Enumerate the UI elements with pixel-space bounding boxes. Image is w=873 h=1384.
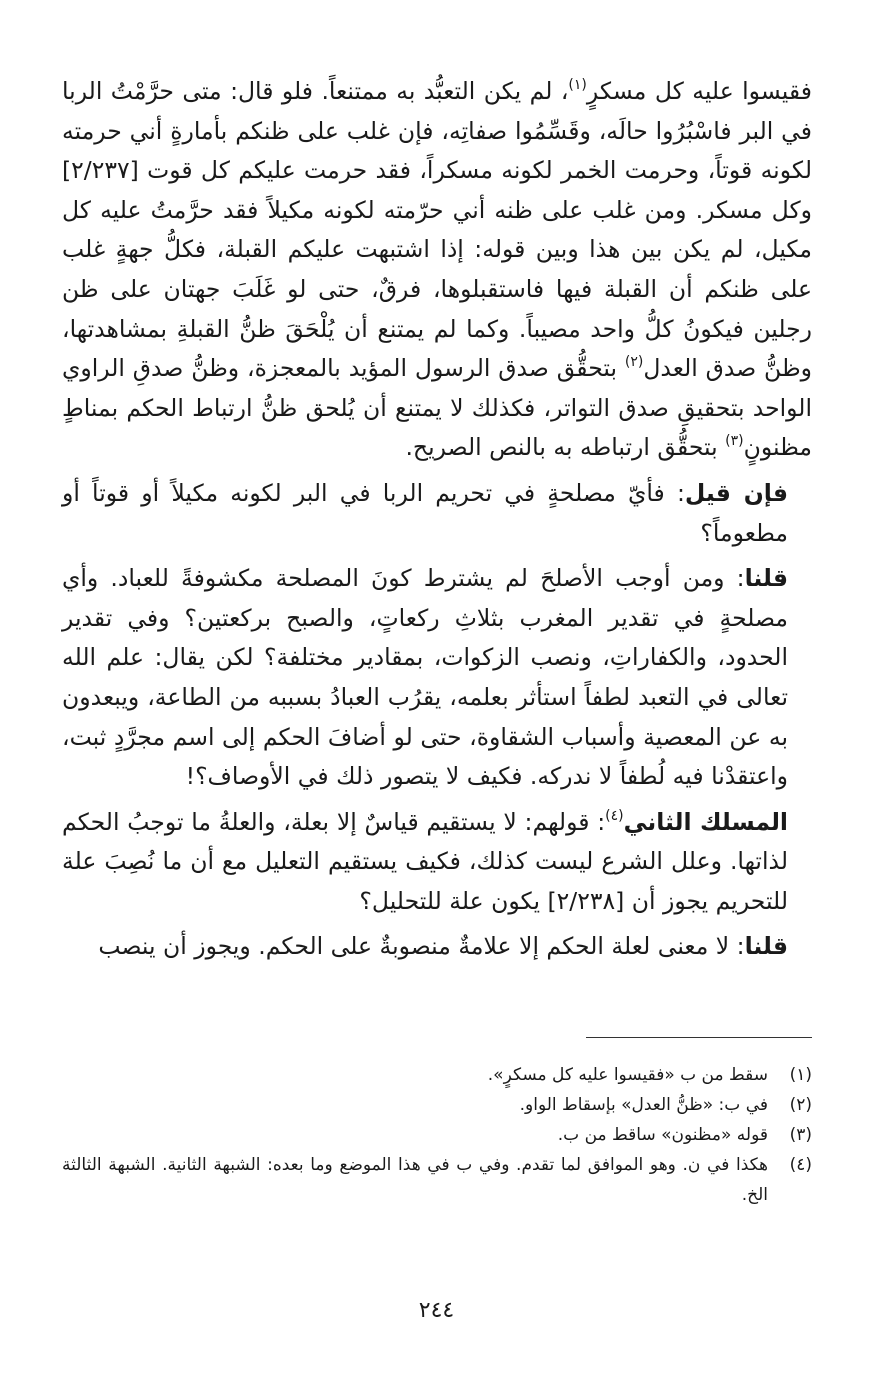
paragraph-1-part-d: بتحقُّق ارتباطه به بالنص الصريح.: [405, 433, 726, 462]
page-number: ٢٤٤: [418, 1298, 455, 1323]
footnote-number: (٣): [789, 1125, 812, 1145]
paragraph-5-lead: قلنا: [744, 932, 788, 961]
paragraph-1-part-b: ، لم يكن التعبُّد به ممتنعاً. فلو قال: متى حرَّمْتُ الربا في البر فاسْبُرُوا حالَه، وقَسِّمُوا صفاتِه، فإن غلب على ظنكم بأمارةٍ أني حرمته لكونه قوتاً، وحرمت الخمر لكونه مسكراً، فقد حرمت عليكم كل قوت [٢/٢٣٧] وكل مسكر. ومن غلب على ظنه أني حرّمته لكونه مكيلاً فقد حرَّمتُ عليه كل مكيل، لم يكن بين هذا وبين قوله: إذا اشتبهت عليكم القبلة، فكلُّ جهةٍ غلب على ظنكم أن القبلة فيها فاستقبلوها، فرقٌ، حتى لو غَلَبَ جهتان على ظن رجلين فيكونُ كلُّ واحد مصيباً. وكما لم يمتنع أن يُلْحَقَ ظنُّ القبلةِ بمشاهدتها، وظنُّ صدق العدل: [62, 77, 812, 383]
paragraph-3-lead: قلنا: [744, 564, 788, 593]
footnote-text: في ب: «ظنُّ العدل» بإسقاط الواو.: [519, 1095, 768, 1115]
main-text: [62, 72, 812, 967]
footnote-ref-1: (١): [568, 77, 587, 93]
footnote-separator: [586, 1037, 812, 1038]
paragraph-5-text: : لا معنى لعلة الحكم إلا علامةٌ منصوبةٌ على الحكم. ويجوز أن ينصب: [98, 932, 745, 961]
paragraph-2-lead: فإن قيل: [684, 478, 789, 507]
footnote-ref-2: (٢): [624, 354, 644, 371]
footnote-4: [62, 1150, 812, 1210]
paragraph-3: [62, 559, 812, 797]
footnote-ref-3: (٣): [725, 433, 744, 450]
paragraph-4-text: : قولهم: لا يستقيم قياسٌ إلا بعلة، والعلةُ ما توجبُ الحكم لذاتها. وعلل الشرع ليست كذلك، فكيف يستقيم التعليل مع أن ما نُصِبَ علة للتحريم يجوز أن [٢/٢٣٨] يكون علة للتحليل؟: [62, 807, 788, 915]
footnote-ref-4: (٤): [605, 807, 624, 824]
footnote-number: (٤): [789, 1155, 812, 1175]
footnote-3: [62, 1120, 812, 1150]
footnote-text: سقط من ب «فقيسوا عليه كل مسكرٍ».: [487, 1065, 768, 1085]
paragraph-2: [62, 474, 812, 553]
footnote-1: [62, 1060, 812, 1090]
paragraph-1-part-a: فقيسوا عليه كل مسكرٍ: [586, 77, 812, 105]
paragraph-1: [62, 72, 812, 468]
footnote-number: (٢): [789, 1095, 812, 1115]
paragraph-2-text: : فأيّ مصلحةٍ في تحريم الربا في البر لكونه مكيلاً أو قوتاً أو مطعوماً؟: [62, 478, 788, 547]
paragraph-5: [62, 927, 812, 967]
footnote-2: [62, 1090, 812, 1120]
paragraph-3-text: : ومن أوجب الأصلحَ لم يشترط كونَ المصلحة مكشوفةً للعباد. وأي مصلحةٍ في تقدير المغرب بثلاثِ ركعاتٍ، والصبح بركعتين؟ وفي تقدير الحدود، والكفاراتِ، ونصب الزكوات، بمقادير مختلفة؟ لكن يقال: علم الله تعالى في التعبد لطفاً استأثر بعلمه، يقرُب العبادُ بسببه من الطاعة، ويبعدون به عن المعصية وأسباب الشقاوة، حتى لو أضافَ الحكم إلى اسم مجرَّدٍ ثبت، واعتقدْنا فيه لُطفاً لا ندركه. فكيف لا يتصور ذلك في الأوصاف؟!: [62, 564, 788, 791]
paragraph-4: [62, 803, 812, 922]
footnote-number: (١): [789, 1065, 812, 1085]
footnote-text: قوله «مظنون» ساقط من ب.: [557, 1125, 768, 1145]
footnote-text: هكذا في ن. وهو الموافق لما تقدم. وفي ب في هذا الموضع وما بعده: الشبهة الثانية. الشبهة الثالثة الخ.: [62, 1155, 768, 1205]
footnotes: [62, 1060, 812, 1210]
paragraph-1-part-c: بتحقُّق صدق الرسول المؤيد بالمعجزة، وظنُّ صدقِ الراوي الواحد بتحقيقِ صدق التواتر، فكذلك لا يمتنع أن يُلحق ظنُّ ارتباط الحكم بمناطٍ مظنونٍ: [62, 354, 812, 462]
paragraph-4-lead: المسلك الثاني: [623, 807, 788, 836]
